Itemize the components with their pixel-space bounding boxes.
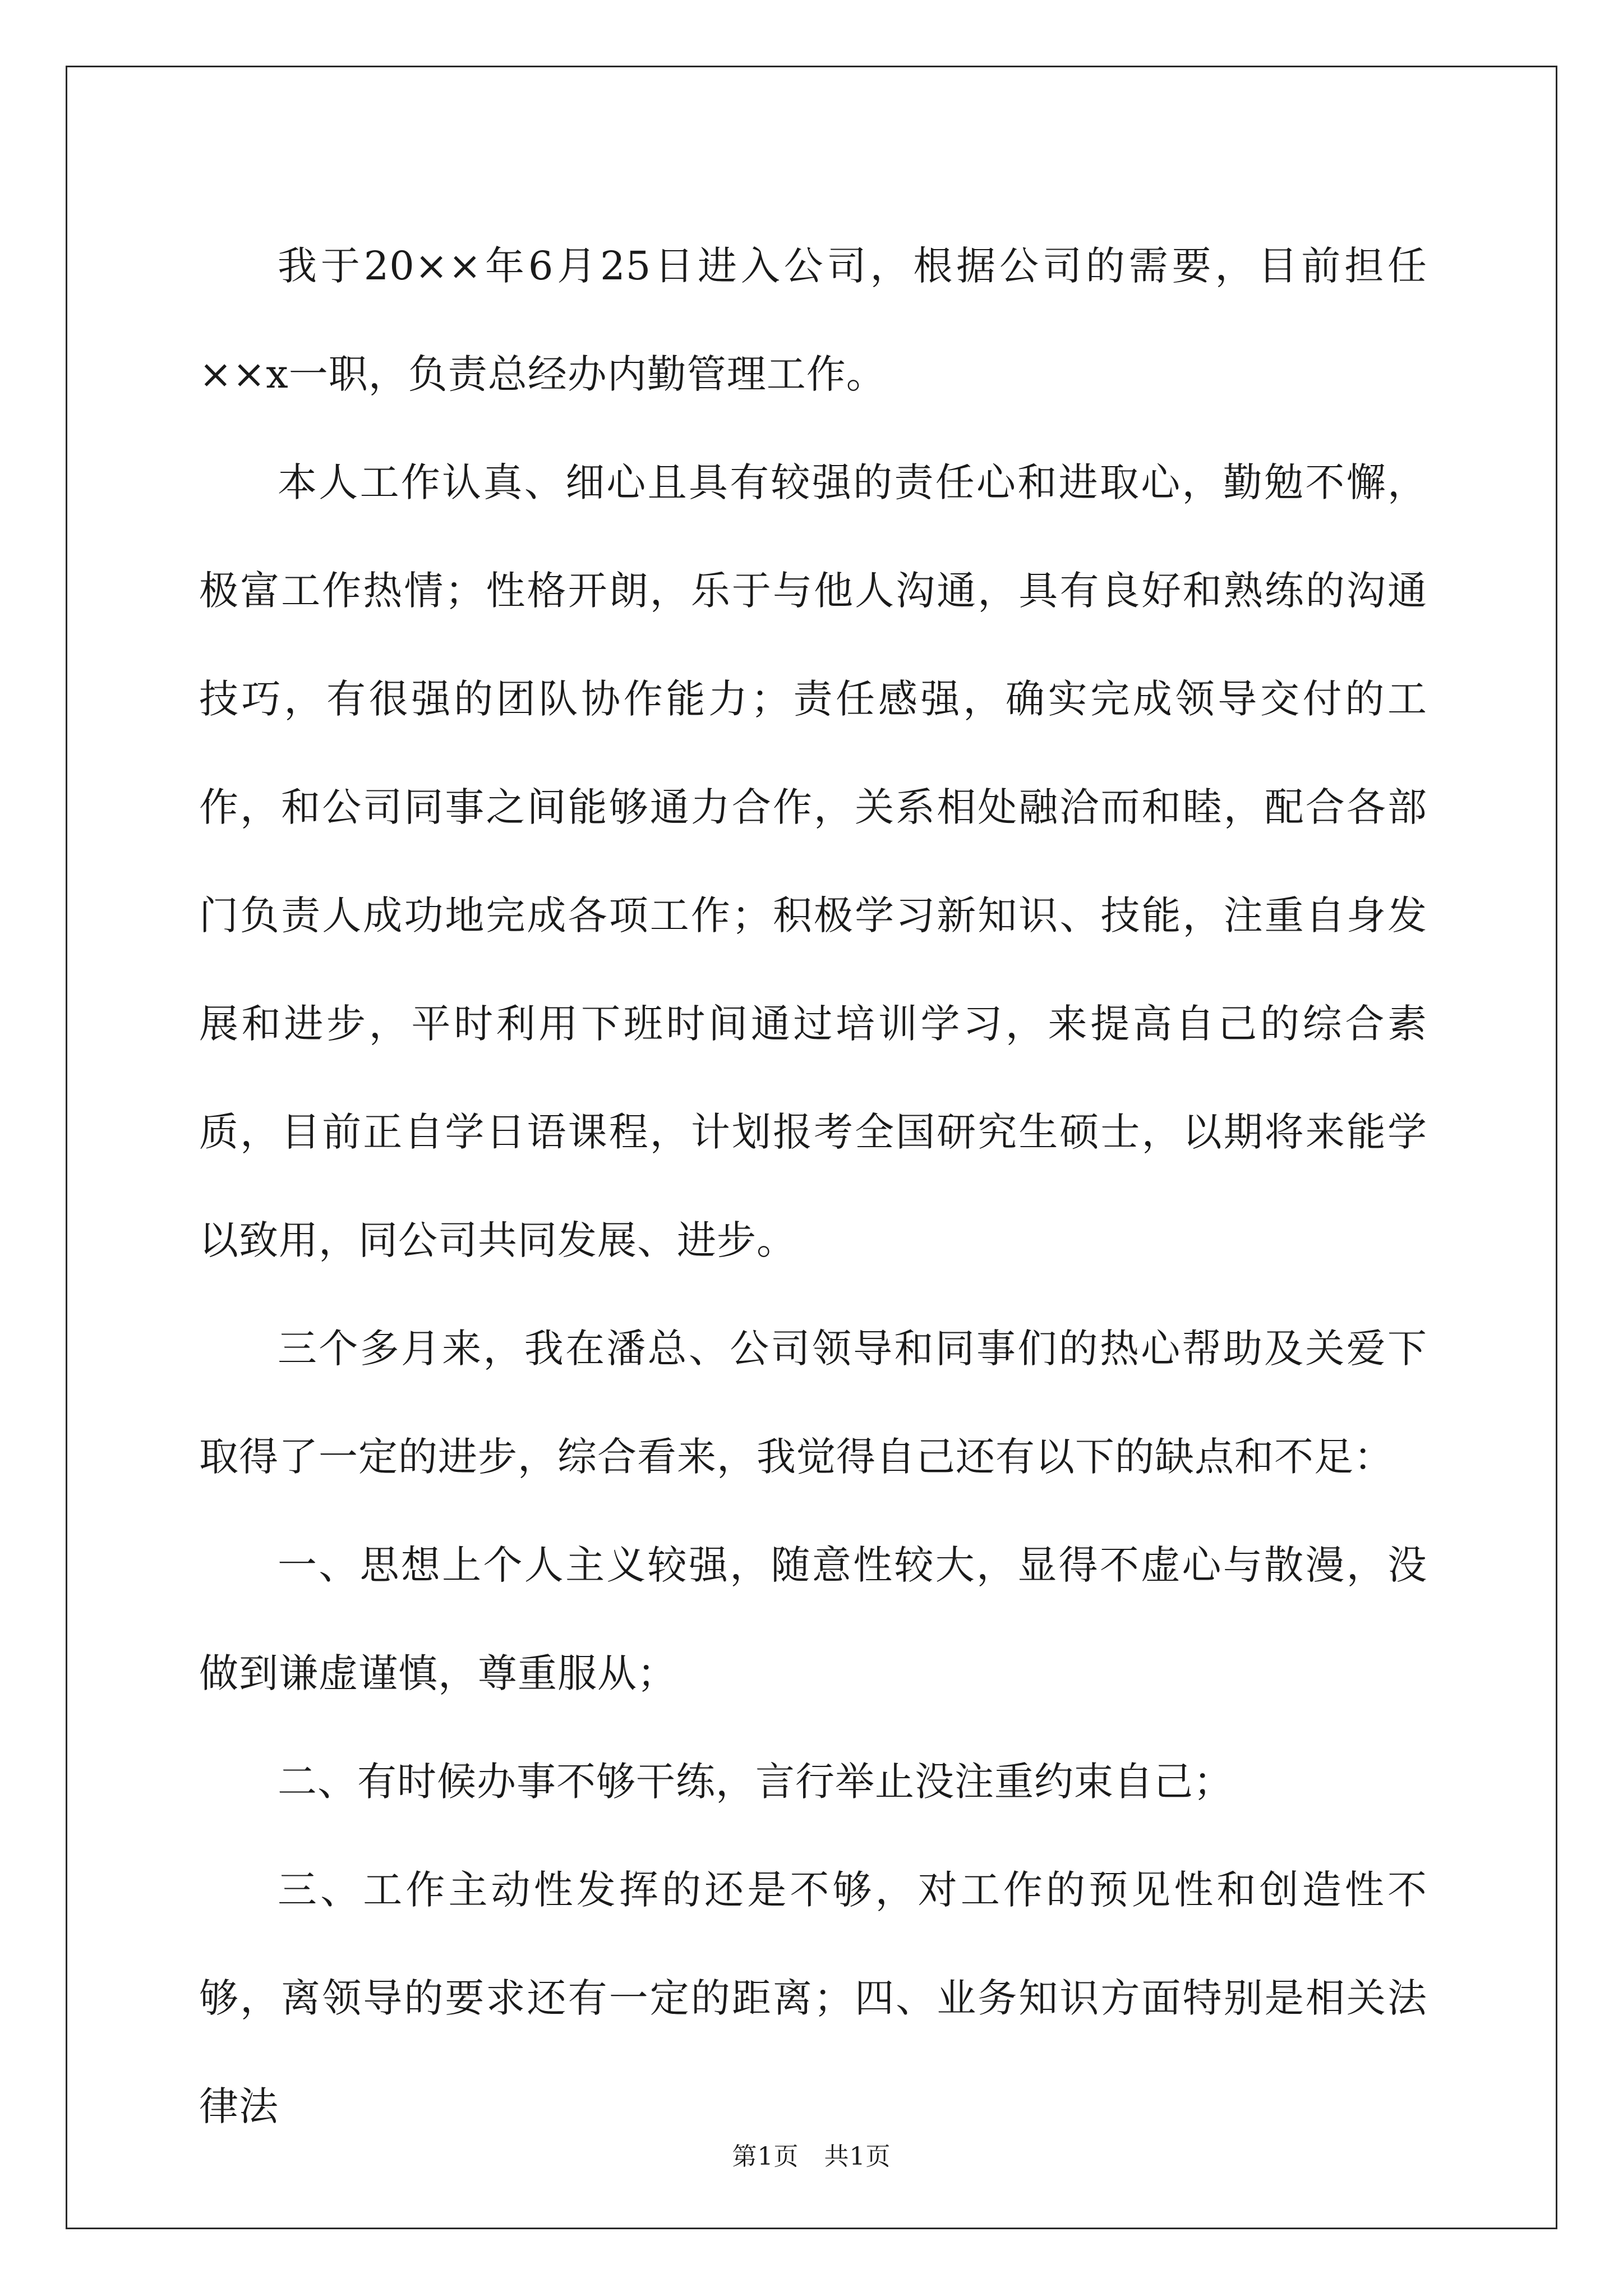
paragraph-shortcoming-2: 二、有时候办事不够干练，言行举止没注重约束自己；	[278, 1759, 1233, 1805]
page-number: 第1页	[732, 2142, 799, 2171]
page-footer	[0, 2136, 1623, 2172]
document-body	[199, 212, 1427, 2161]
paragraph-shortcoming-1: 一、思想上个人主义较强，随意性较大，显得不虚心与散漫，没做到谦虚谨慎，尊重服从；	[199, 1542, 1427, 1696]
paragraph-shortcoming-3: 三、工作主动性发挥的还是不够，对工作的预见性和创造性不够，离领导的要求还有一定的距离；四、业务知识方面特别是相关法律法	[199, 1867, 1427, 2129]
paragraph-self-assessment: 本人工作认真、细心且具有较强的责任心和进取心，勤勉不懈，极富工作热情；性格开朗，乐于与他人沟通，具有良好和熟练的沟通技巧，有很强的团队协作能力；责任感强，确实完成领导交付的工作，和公司同事之间能够通力合作，关系相处融洽而和睦，配合各部门负责人成功地完成各项工作；积极学习新知识、技能，注重自身发展和进步，平时利用下班时间通过培训学习，来提高自己的综合素质，目前正自学日语课程，计划报考全国研究生硕士，以期将来能学以致用，同公司共同发展、进步。	[199, 459, 1427, 1263]
page-total: 共1页	[824, 2142, 891, 2171]
paragraph-intro: 我于20××年6月25日进入公司，根据公司的需要，目前担任××x一职，负责总经办内勤管理工作。	[199, 243, 1427, 397]
paragraph-shortcomings-intro: 三个多月来，我在潘总、公司领导和同事们的热心帮助及关爱下取得了一定的进步，综合看来，我觉得自己还有以下的缺点和不足：	[199, 1326, 1427, 1480]
